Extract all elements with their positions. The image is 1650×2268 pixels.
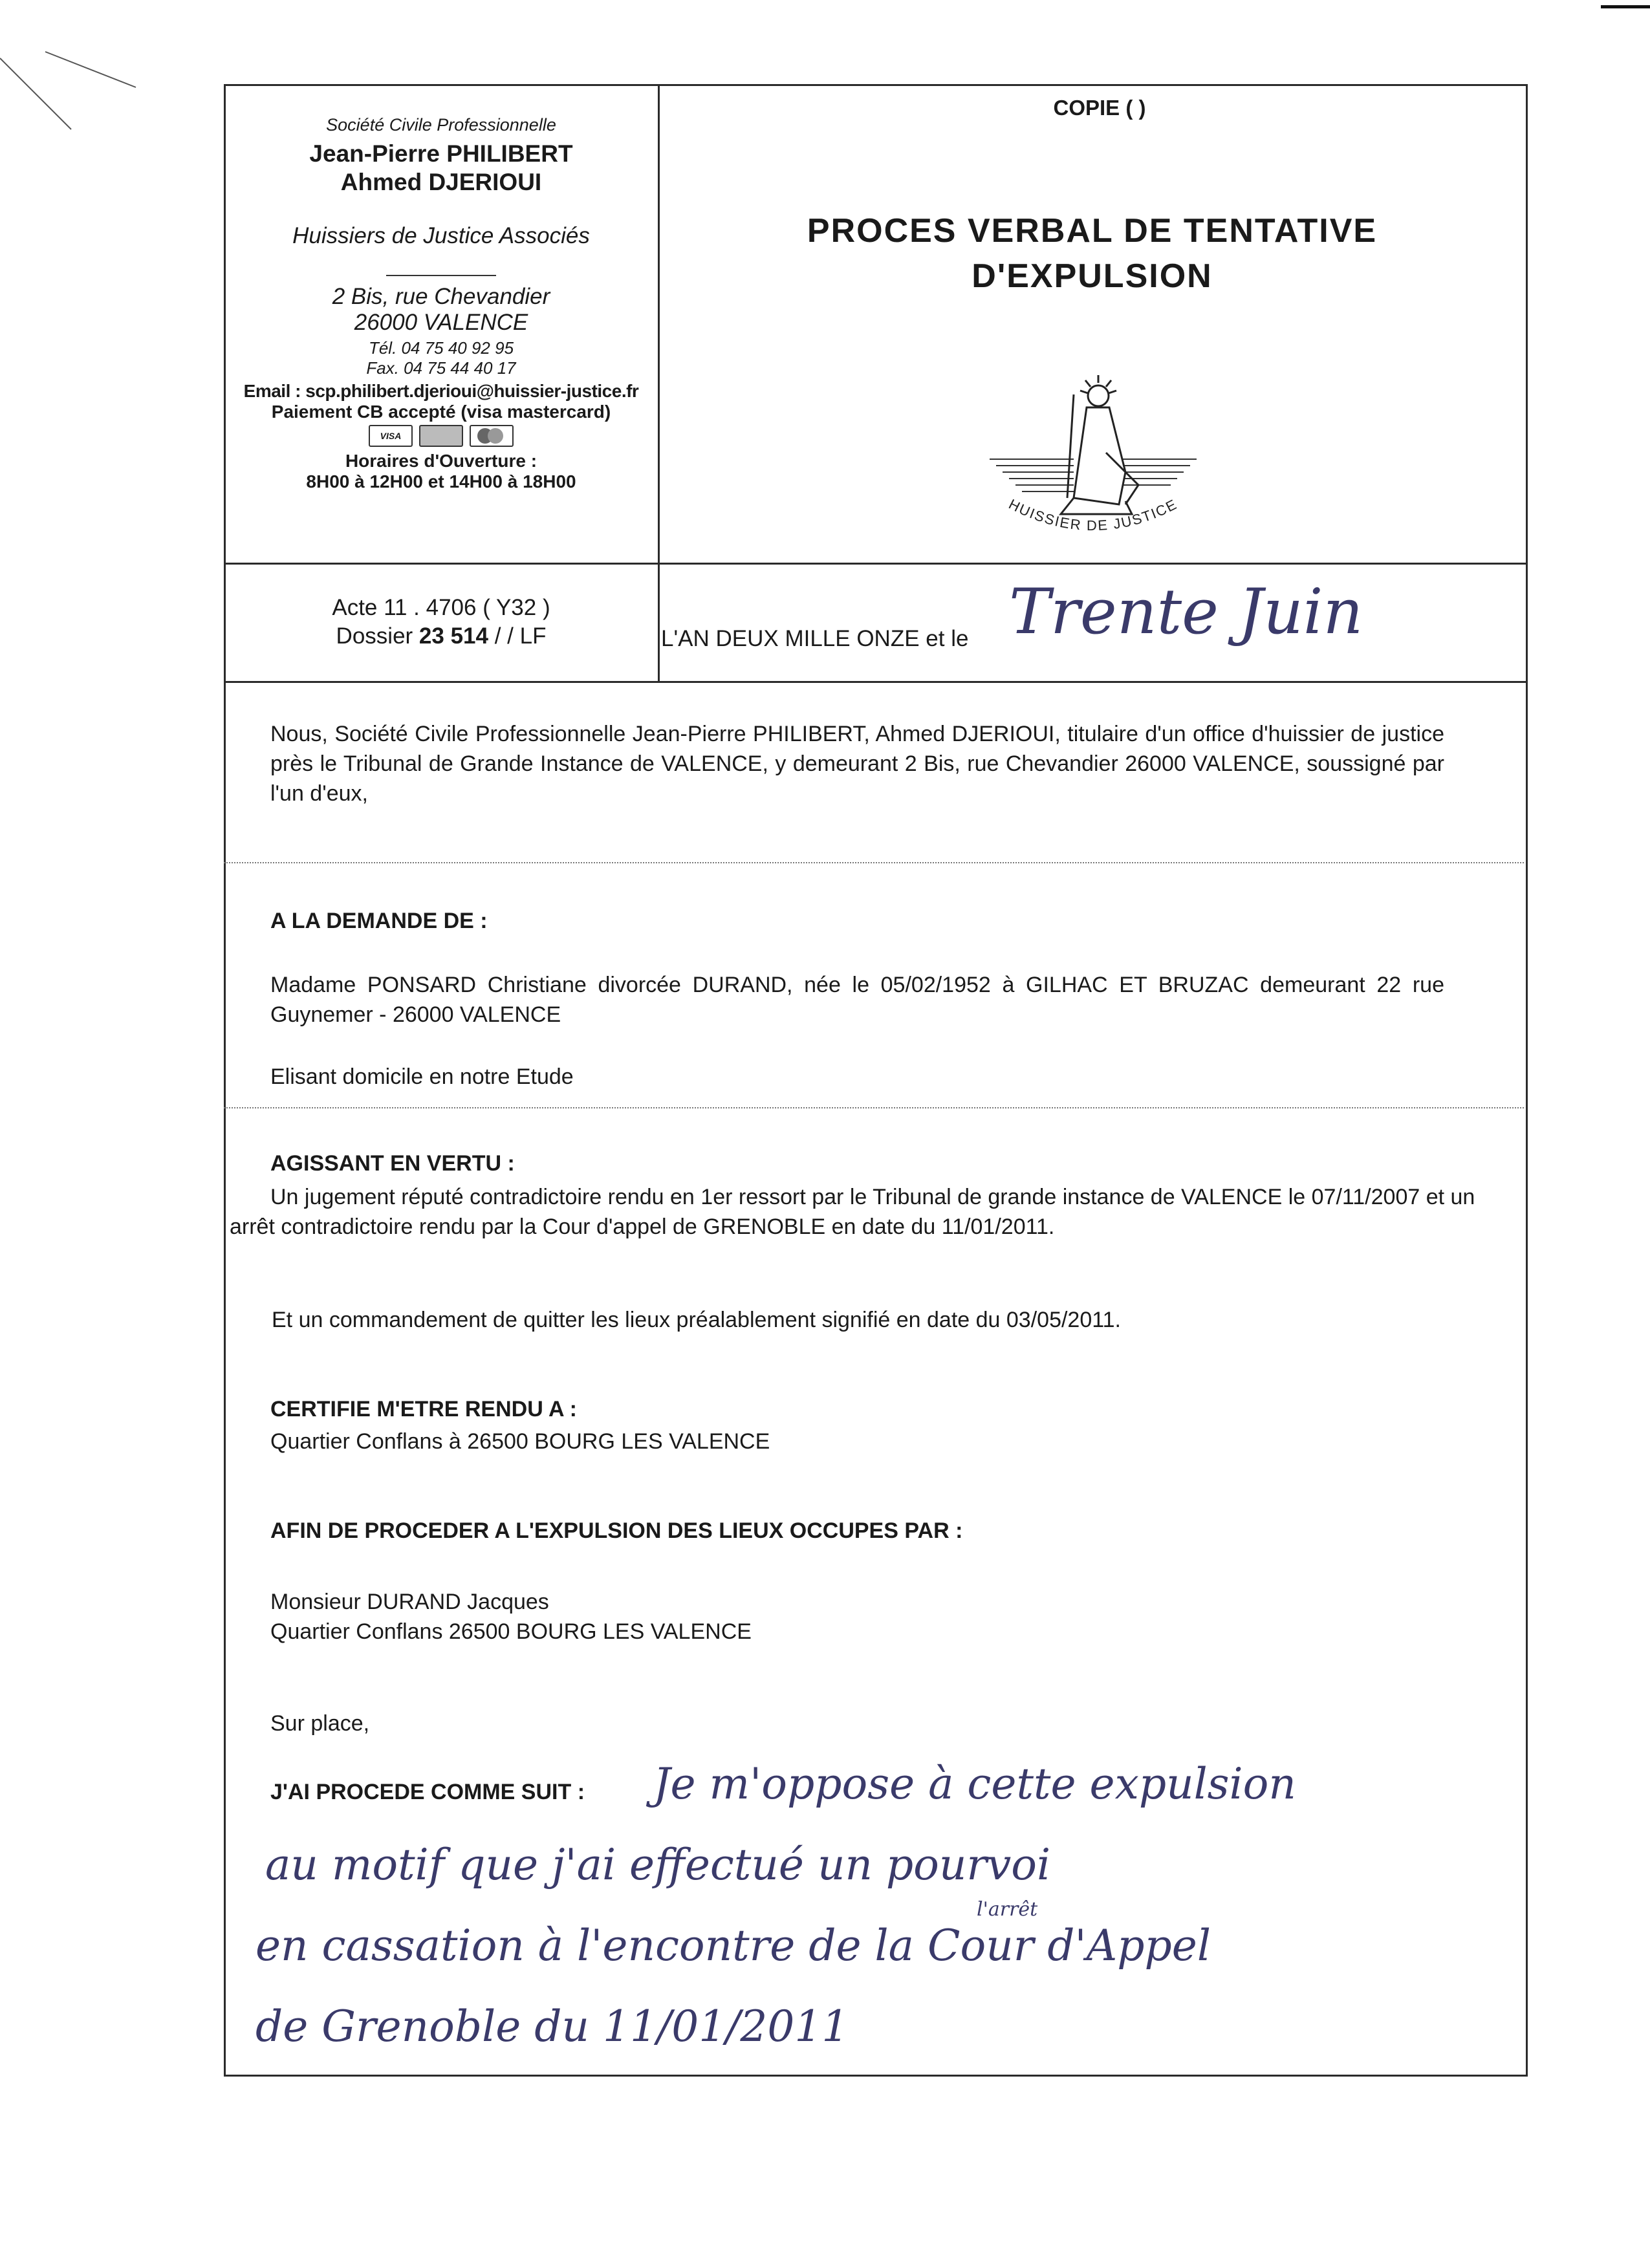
reference-block <box>228 594 655 651</box>
title-line-2: D'EXPULSION <box>972 257 1213 295</box>
card-logos <box>228 425 655 447</box>
date-handwritten: Trente Juin <box>1009 576 1363 648</box>
demande-heading: A LA DEMANDE DE : <box>270 909 488 933</box>
dossier-number: 23 514 <box>418 623 488 649</box>
afin-address: Quartier Conflans 26500 BOURG LES VALENCE <box>270 1619 752 1644</box>
header-divider-horizontal <box>224 563 1526 565</box>
visa-card-icon: VISA <box>369 425 413 447</box>
office-email: Email : scp.philibert.djerioui@huissier-justice.fr <box>243 381 639 401</box>
acte-number: Acte 11 . 4706 ( Y32 ) <box>332 595 550 620</box>
certifie-heading: CERTIFIE M'ETRE RENDU A : <box>270 1397 578 1421</box>
dossier-suffix: / / LF <box>488 623 547 649</box>
vertu-line-1: Un jugement réputé contradictoire rendu en 1er ressort par le Tribunal de grande instance de VALENCE le 07/11/2007 et un <box>270 1185 1475 1209</box>
office-title: Huissiers de Justice Associés <box>292 223 590 248</box>
vertu-heading: AGISSANT EN VERTU : <box>270 1151 515 1176</box>
office-name-1: Jean-Pierre PHILIBERT <box>309 140 573 167</box>
procede-heading: J'AI PROCEDE COMME SUIT : <box>270 1780 585 1804</box>
title-line-1: PROCES VERBAL DE TENTATIVE <box>807 212 1378 250</box>
dossier-label: Dossier <box>336 623 419 649</box>
office-address-1: 2 Bis, rue Chevandier <box>332 284 550 309</box>
vertu-line-2: arrêt contradictoire rendu par la Cour d'appel de GRENOBLE en date du 11/01/2011. <box>230 1215 1055 1239</box>
demande-text: Madame PONSARD Christiane divorcée DURAND, née le 05/02/1952 à GILHAC ET BRUZAC demeurant 22 rue Guynemer - 26000 VALENCE <box>270 973 1444 1027</box>
afin-heading: AFIN DE PROCEDER A L'EXPULSION DES LIEUX OCCUPES PAR : <box>270 1518 963 1543</box>
office-fax: Fax. 04 75 44 40 17 <box>366 358 516 378</box>
office-horaires-label: Horaires d'Ouverture : <box>345 451 537 471</box>
emblem-caption: HUISSIER DE JUSTICE <box>1006 495 1180 534</box>
vertu-commandement: Et un commandement de quitter les lieux préalablement signifié en date du 03/05/2011. <box>272 1308 1121 1332</box>
sur-place: Sur place, <box>270 1711 370 1736</box>
office-name-2: Ahmed DJERIOUI <box>340 169 542 195</box>
stray-pen-mark <box>0 39 155 136</box>
intro-paragraph: Nous, Société Civile Professionnelle Jean-Pierre PHILIBERT, Ahmed DJERIOUI, titulaire d'un office d'huissier de justice près le Tribunal de Grande Instance de VALENCE, y demeurant 2 Bis, rue Chevandier 26000 VALENCE, soussigné par l'un d'eux, <box>270 722 1444 806</box>
office-block <box>228 115 655 492</box>
demande-domicile: Elisant domicile en notre Etude <box>270 1064 574 1089</box>
header-divider-vertical <box>658 84 660 682</box>
office-address-2: 26000 VALENCE <box>354 310 528 335</box>
certifie-text: Quartier Conflans à 26500 BOURG LES VALENCE <box>270 1429 770 1454</box>
header-bottom-line <box>224 681 1526 683</box>
section-separator-2 <box>224 1107 1524 1108</box>
office-paiement: Paiement CB accepté (visa mastercard) <box>271 402 611 422</box>
office-horaires: 8H00 à 12H00 et 14H00 à 18H00 <box>306 471 576 491</box>
huissier-emblem <box>977 369 1210 563</box>
handwritten-insert: l'arrêt <box>977 1898 1038 1921</box>
handwritten-line-3: en cassation à l'encontre de la Cour d'Appel <box>255 1921 1211 1971</box>
handwritten-line-1: Je m'oppose à cette expulsion <box>653 1759 1296 1809</box>
date-prefix: L'AN DEUX MILLE ONZE et le <box>661 626 969 651</box>
section-separator-1 <box>224 862 1524 863</box>
office-separator <box>386 275 496 276</box>
mastercard-icon <box>470 425 514 447</box>
office-tel: Tél. 04 75 40 92 95 <box>368 338 514 358</box>
document-title <box>661 208 1523 299</box>
dossier-line <box>228 622 655 651</box>
scan-edge-mark <box>1601 5 1650 8</box>
office-societe: Société Civile Professionnelle <box>326 115 556 135</box>
afin-name: Monsieur DURAND Jacques <box>270 1590 549 1614</box>
bank-card-icon <box>419 425 463 447</box>
handwritten-line-4: de Grenoble du 11/01/2011 <box>255 2002 849 2051</box>
copie-label: COPIE ( ) <box>1053 96 1146 120</box>
handwritten-line-2: au motif que j'ai effectué un pourvoi <box>265 1840 1051 1890</box>
